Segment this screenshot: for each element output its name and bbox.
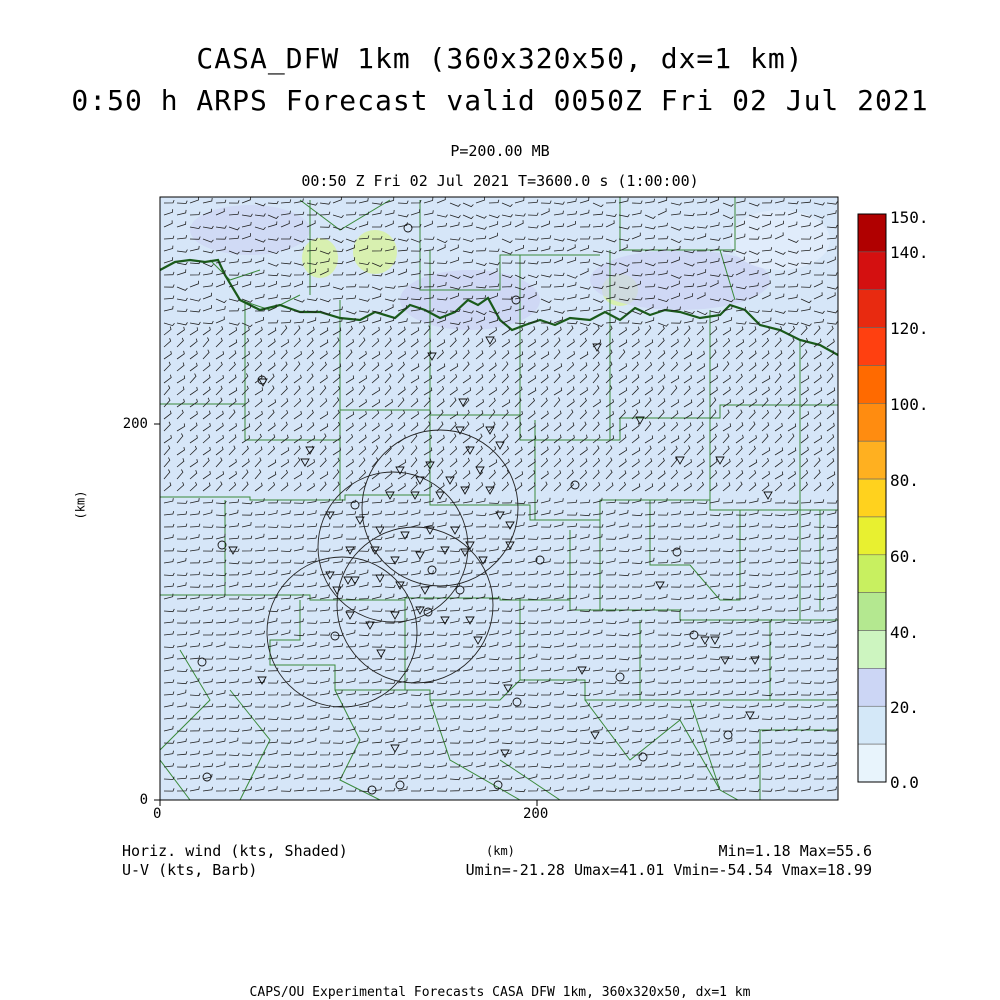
- field-barb-label: U-V (kts, Barb): [122, 861, 258, 879]
- colorbar-swatch: [858, 517, 886, 555]
- colorbar-swatch: [858, 290, 886, 328]
- map-area: [160, 197, 838, 800]
- wind-patch: [353, 230, 397, 274]
- colorbar-swatch: [858, 214, 886, 252]
- credit-line: CAPS/OU Experimental Forecasts CASA DFW 1km, 360x320x50, dx=1 km: [249, 985, 751, 1000]
- x-tick-0: 0: [153, 806, 162, 822]
- colorbar-swatch: [858, 441, 886, 479]
- x-tick-200: 200: [523, 806, 549, 822]
- colorbar-swatch: [858, 706, 886, 744]
- colorbar-swatch: [858, 252, 886, 290]
- colorbar-swatch: [858, 328, 886, 366]
- min-max-label: Min=1.18 Max=55.6: [718, 842, 872, 860]
- valid-time-label: 00:50 Z Fri 02 Jul 2021 T=3600.0 s (1:00:00): [301, 172, 699, 190]
- colorbar-label: 80.: [890, 471, 919, 490]
- field-shaded-label: Horiz. wind (kts, Shaded): [122, 842, 348, 860]
- colorbar-swatch: [858, 744, 886, 782]
- title-line-1: CASA_DFW 1km (360x320x50, dx=1 km): [196, 42, 804, 75]
- colorbar-label: 60.: [890, 547, 919, 566]
- x-axis-label: (km): [486, 844, 515, 858]
- colorbar-label: 140.: [890, 243, 929, 262]
- uv-stats-label: Umin=-21.28 Umax=41.01 Vmin=-54.54 Vmax=18.99: [465, 861, 872, 879]
- colorbar-label: 150.: [890, 208, 929, 227]
- wind-patch: [190, 205, 310, 255]
- colorbar-label: 120.: [890, 319, 929, 338]
- colorbar-swatch: [858, 479, 886, 517]
- colorbar-swatch: [858, 631, 886, 669]
- title-line-2: 0:50 h ARPS Forecast valid 0050Z Fri 02 Jul 2021: [71, 84, 929, 117]
- colorbar: [858, 208, 929, 792]
- colorbar-swatch: [858, 593, 886, 631]
- colorbar-swatch: [858, 555, 886, 593]
- colorbar-label: 0.0: [890, 773, 919, 792]
- wind-patch: [730, 210, 830, 270]
- colorbar-label: 20.: [890, 698, 919, 717]
- y-axis-label: (km): [73, 490, 88, 520]
- colorbar-swatch: [858, 668, 886, 706]
- wind-patch: [302, 238, 338, 278]
- colorbar-swatch: [858, 403, 886, 441]
- colorbar-label: 100.: [890, 395, 929, 414]
- y-tick-200: 200: [122, 416, 148, 432]
- colorbar-label: 40.: [890, 623, 919, 642]
- level-label: P=200.00 MB: [450, 142, 550, 160]
- y-tick-0: 0: [139, 792, 148, 808]
- colorbar-swatch: [858, 365, 886, 403]
